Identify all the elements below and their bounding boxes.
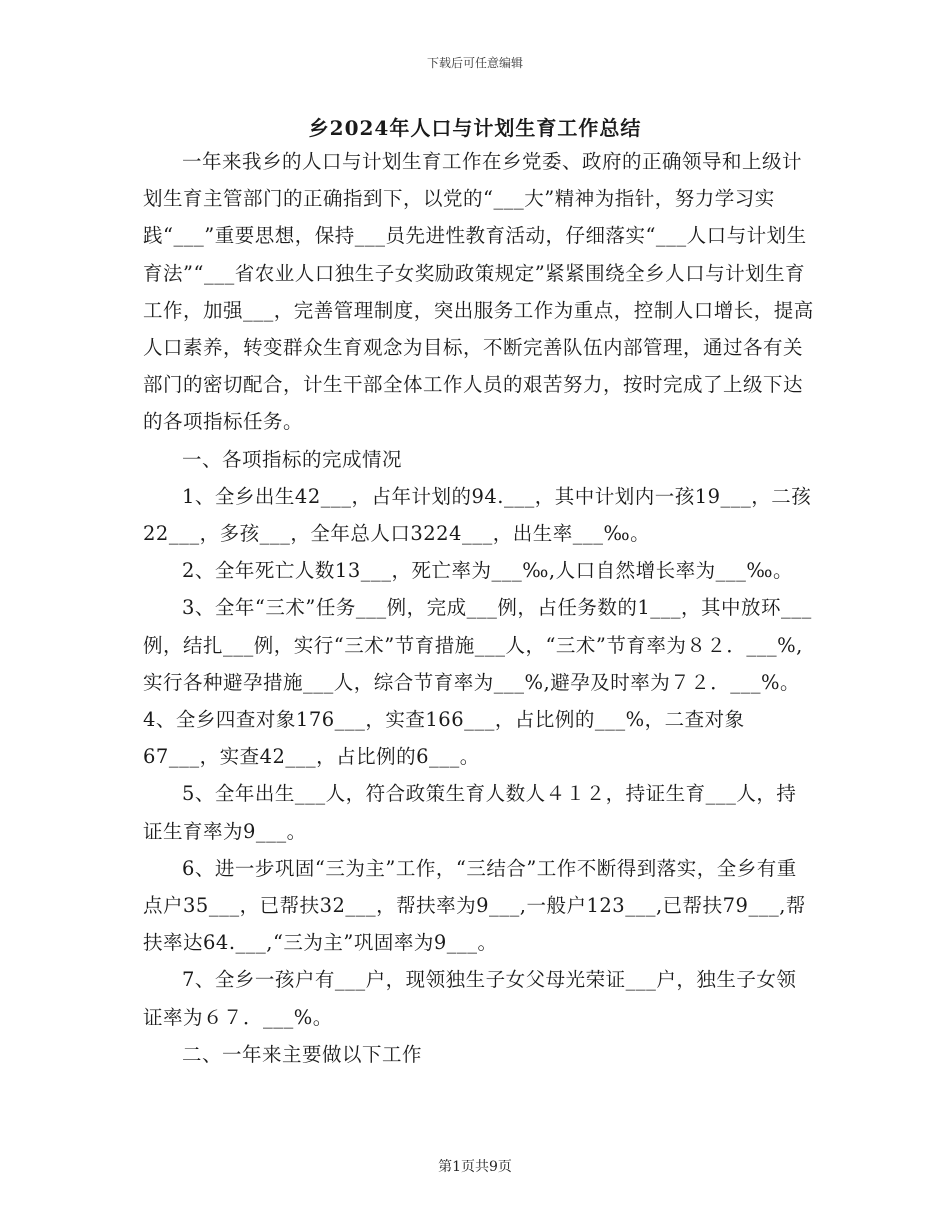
- paragraph-item-6: 6、进一步巩固“三为主”工作，“三结合”工作不断得到落实，全乡有重点户35___，已帮扶32___，帮扶率为9___,一般户123___,已帮扶79___,帮扶率达64.___,“三为主”巩固率为9___。: [143, 856, 806, 955]
- paragraph-item-5: 5、全年出生___人，符合政策生育人数人４１２，持证生育___人，持证生育率为9___。: [143, 782, 797, 843]
- paragraph-item-7: 7、全乡一孩户有___户，现领独生子女父母光荣证___户，独生子女领证率为６７．___%。: [143, 968, 797, 1029]
- page-number: 第1页共9页: [438, 1159, 512, 1175]
- paragraph-intro: 一年来我乡的人口与计划生育工作在乡党委、政府的正确领导和上级计划生育主管部门的正确指到下，以党的“___大”精神为指针，努力学习实践“___”重要思想，保持___员先进性教育活动，仔细落实“___人口与计划生育法”“___省农业人口独生子女奖励政策规定”紧紧围绕全乡人口与计划生育工作，加强___，完善管理制度，突出服务工作为重点，控制人口增长，提高人口素养，转变群众生育观念为目标，不断完善队伍内部管理，通过各有关部门的密切配合，计生干部全体工作人员的艰苦努力，按时完成了上级下达的各项指标任务。: [143, 150, 814, 434]
- document-title: 乡2024年人口与计划生育工作总结: [308, 116, 642, 140]
- document-body: [143, 143, 815, 1073]
- header-note: 下载后可任意编辑: [426, 56, 523, 70]
- paragraph-item-1: 1、全乡出生42___，占年计划的94.___，其中计划内一孩19___，二孩22___，多孩___，全年总人口3224___，出生率___‰。: [143, 484, 812, 546]
- section-heading-2: 二、一年来主要做以下工作: [182, 1042, 423, 1066]
- paragraph-item-2: 2、全年死亡人数13___，死亡率为___‰,人口自然增长率为___‰。: [182, 559, 793, 583]
- section-heading-1: 一、各项指标的完成情况: [182, 447, 403, 471]
- paragraph-item-3: 3、全年“三术”任务___例，完成___例，占任务数的1___，其中放环___例，结扎___例，实行“三术”节育措施___人，“三术”节育率为８２．___%,实行各种避孕措施___人，综合节育率为___%,避孕及时率为７２．___%。 4、全乡四查对象176___，实查166___，占比例的___%，二查对象67___，实查42___，占比例的6___。: [143, 596, 812, 769]
